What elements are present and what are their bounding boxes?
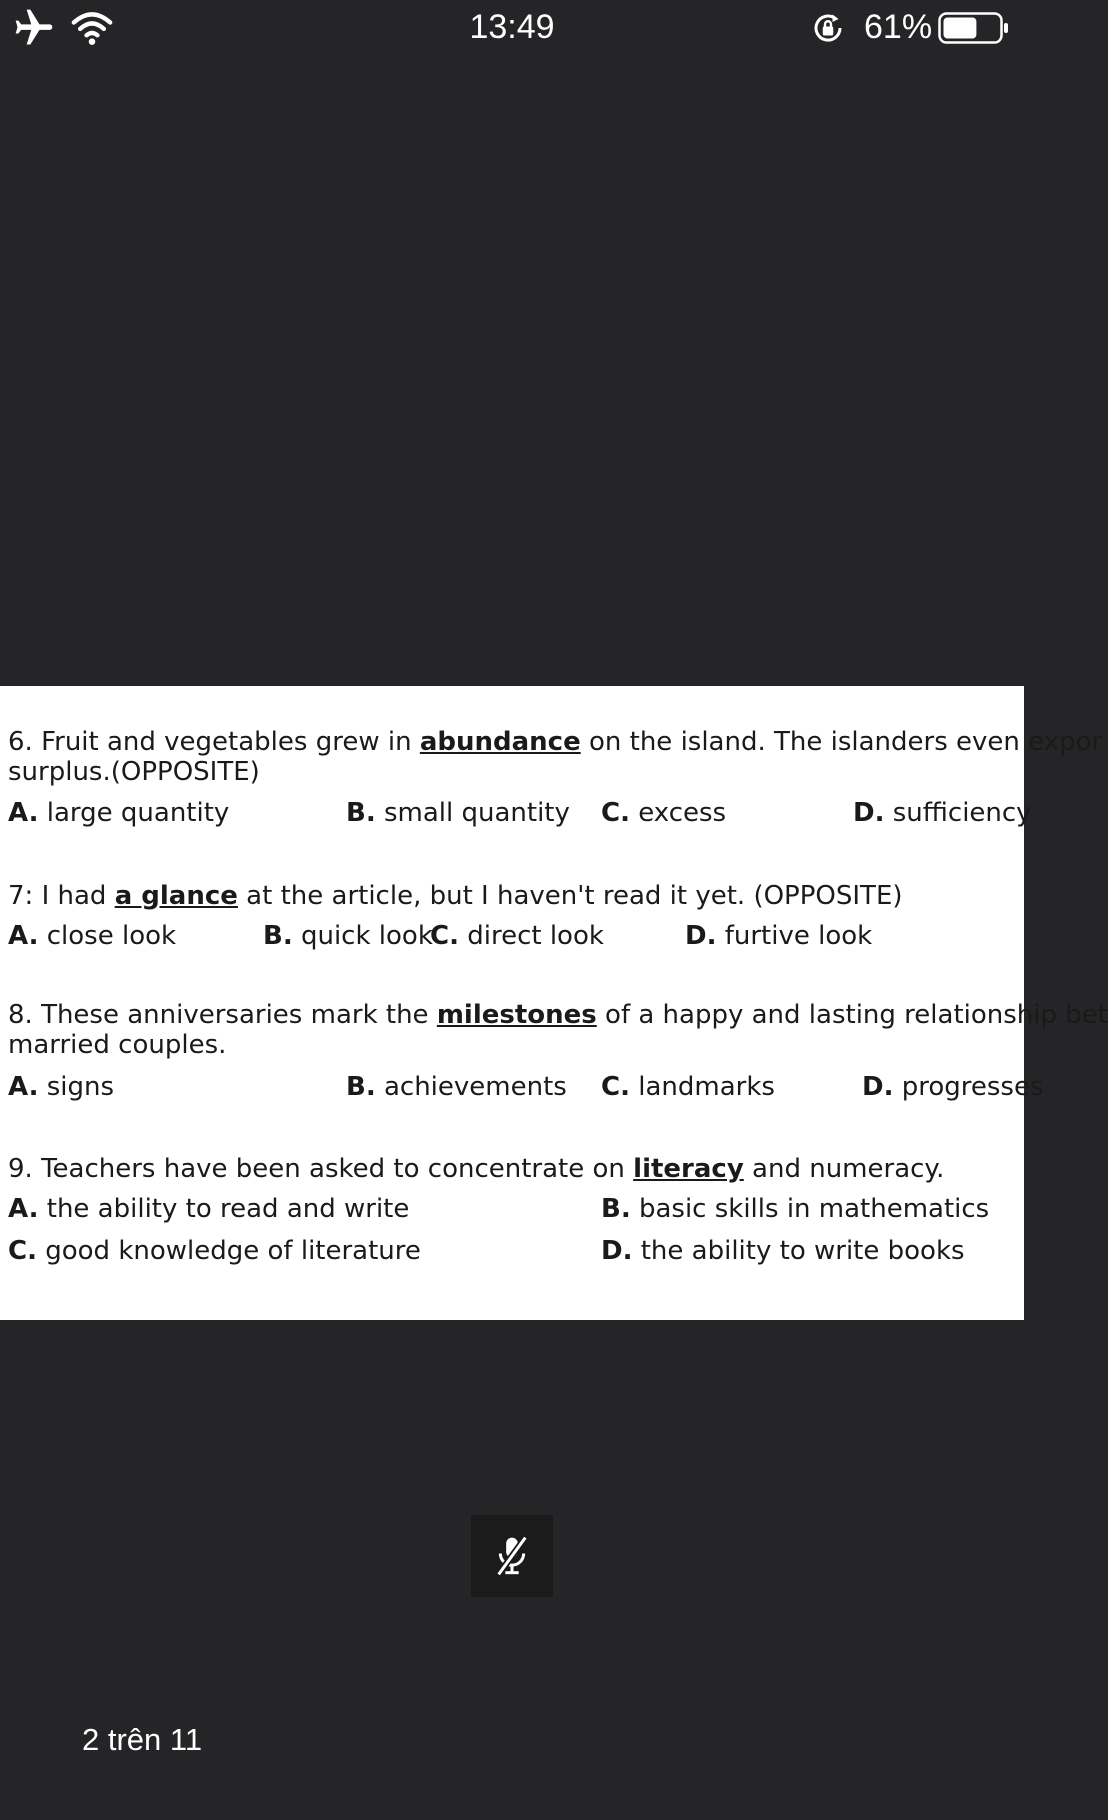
q9-option-a[interactable]: A. the ability to read and write xyxy=(8,1194,410,1224)
q8-option-d[interactable]: D. progresses xyxy=(862,1072,1044,1102)
question-9-stem: 9. Teachers have been asked to concentrate on literacy and numeracy. xyxy=(8,1154,945,1184)
rotation-lock-icon xyxy=(810,10,846,46)
keyword-literacy: literacy xyxy=(633,1154,744,1184)
keyword-milestones: milestones xyxy=(436,1000,597,1030)
page-indicator: 2 trên 11 xyxy=(82,1722,203,1757)
q7-option-d[interactable]: D. furtive look xyxy=(685,921,873,951)
q7-option-b[interactable]: B. quick look xyxy=(263,921,433,951)
battery-percent: 61% xyxy=(864,8,933,46)
q6-option-c[interactable]: C. excess xyxy=(601,798,727,828)
q8-option-c[interactable]: C. landmarks xyxy=(601,1072,775,1102)
status-time: 13:49 xyxy=(469,8,555,46)
keyword-a-glance: a glance xyxy=(114,881,238,911)
q7-option-a[interactable]: A. close look xyxy=(8,921,177,951)
question-8-stem: 8. These anniversaries mark the milestones of a happy and lasting relationship bet married couples. xyxy=(8,1000,1108,1060)
q9-option-c[interactable]: C. good knowledge of literature xyxy=(8,1236,421,1266)
q9-option-d[interactable]: D. the ability to write books xyxy=(601,1236,965,1266)
q8-option-b[interactable]: B. achievements xyxy=(346,1072,567,1102)
document-page xyxy=(0,686,1108,1320)
keyword-abundance: abundance xyxy=(419,727,581,757)
question-6-stem: 6. Fruit and vegetables grew in abundance on the island. The islanders even expor surplus.(OPPOSITE) xyxy=(8,727,1103,787)
q9-option-b[interactable]: B. basic skills in mathematics xyxy=(601,1194,990,1224)
q7-option-c[interactable]: C. direct look xyxy=(430,921,604,951)
q6-option-d[interactable]: D. sufficiency xyxy=(853,798,1032,828)
battery-icon xyxy=(938,12,1010,44)
mute-button[interactable] xyxy=(471,1515,553,1597)
question-7-stem: 7: I had a glance at the article, but I haven't read it yet. (OPPOSITE) xyxy=(8,881,903,911)
q8-option-a[interactable]: A. signs xyxy=(8,1072,115,1102)
q6-option-b[interactable]: B. small quantity xyxy=(346,798,570,828)
status-bar xyxy=(0,0,1024,56)
microphone-muted-icon xyxy=(492,1534,532,1578)
q6-option-a[interactable]: A. large quantity xyxy=(8,798,230,828)
